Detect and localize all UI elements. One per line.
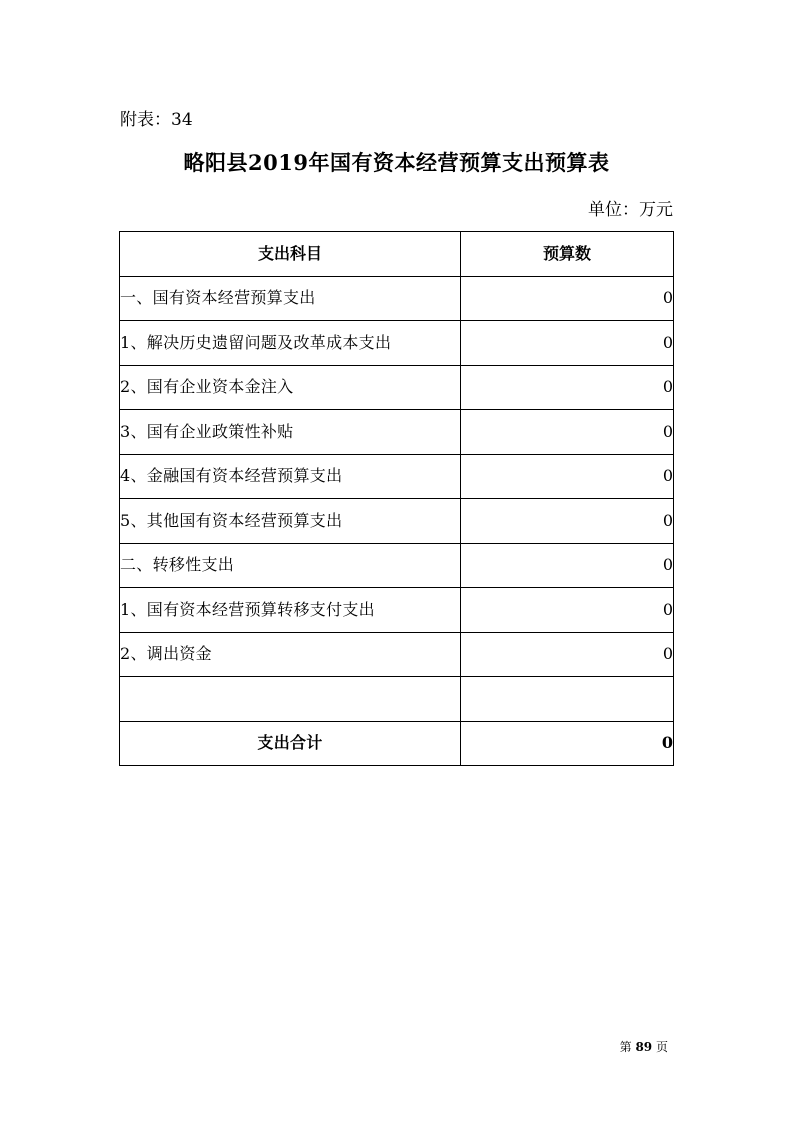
column-header-item: 支出科目 [120,232,461,277]
table-row [120,632,674,677]
page-footer [620,1038,668,1056]
table-row [120,276,674,321]
row-amount: 0 [461,321,674,366]
table-row [120,365,674,410]
total-amount: 0 [461,721,674,766]
row-amount: 0 [461,276,674,321]
column-header-amount: 预算数 [461,232,674,277]
table-row [120,410,674,455]
table-row [120,588,674,633]
row-amount: 0 [461,632,674,677]
row-item: 2、国有企业资本金注入 [120,365,461,410]
footer-prefix: 第 [619,1040,632,1054]
table-row [120,499,674,544]
table-row [120,543,674,588]
row-item: 一、国有资本经营预算支出 [120,276,461,321]
row-item: 3、国有企业政策性补贴 [120,410,461,455]
row-item: 5、其他国有资本经营预算支出 [120,499,461,544]
row-item: 2、调出资金 [120,632,461,677]
row-amount: 0 [461,588,674,633]
appendix-label: 附表：34 [120,110,193,130]
table-header-row [120,232,674,277]
table-row-empty [120,677,674,722]
footer-suffix: 页 [655,1040,668,1054]
total-row [120,721,674,766]
row-item: 1、解决历史遗留问题及改革成本支出 [120,321,461,366]
budget-table [119,231,674,766]
page-number: 89 [635,1040,653,1054]
row-item: 1、国有资本经营预算转移支付支出 [120,588,461,633]
row-amount: 0 [461,410,674,455]
row-amount: 0 [461,499,674,544]
total-label: 支出合计 [120,721,461,766]
row-amount: 0 [461,365,674,410]
unit-label: 单位：万元 [588,200,673,220]
row-amount: 0 [461,543,674,588]
row-item: 二、转移性支出 [120,543,461,588]
row-item [120,677,461,722]
row-item: 4、金融国有资本经营预算支出 [120,454,461,499]
page-title: 略阳县2019年国有资本经营预算支出预算表 [183,150,610,175]
row-amount: 0 [461,454,674,499]
table-row [120,321,674,366]
row-amount [461,677,674,722]
table-row [120,454,674,499]
